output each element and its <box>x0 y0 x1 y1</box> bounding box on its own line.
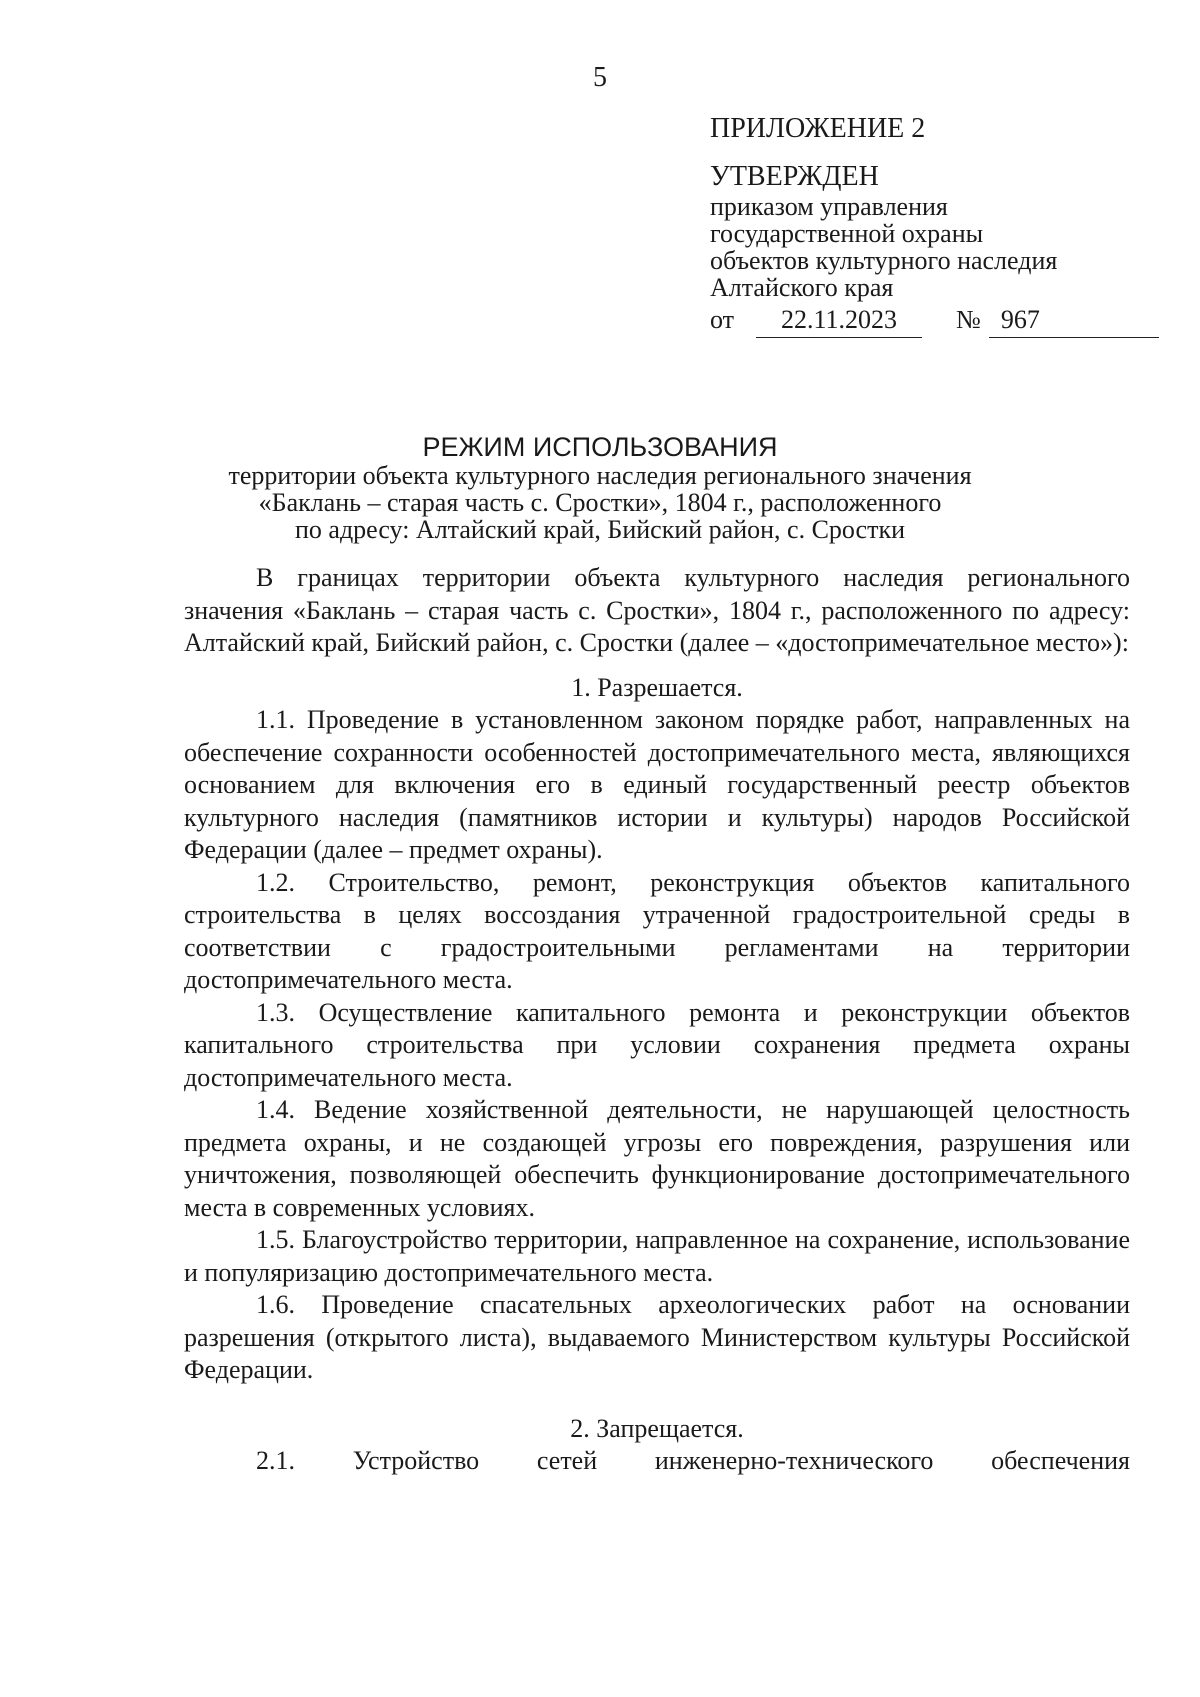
from-label: от <box>710 305 735 335</box>
heading-subtitle-line: «Баклань – старая часть с. Сростки», 1804 г., расположенного <box>258 488 942 517</box>
approval-line: объектов культурного наследия <box>710 246 1058 276</box>
order-number: 967 <box>989 303 1159 338</box>
document-heading <box>180 432 1020 543</box>
order-date: 22.11.2023 <box>756 303 922 338</box>
heading-title: РЕЖИМ ИСПОЛЬЗОВАНИЯ <box>422 432 778 462</box>
list-item: 1.2. Строительство, ремонт, реконструкция объектов капитального строительства в целях воссоздания утраченной градостроительной среды в соответствии с градостроительными регламентами на территории достопримечательного места. <box>184 867 1130 994</box>
appendix-block <box>710 112 1159 338</box>
list-item: 1.5. Благоустройство территории, направленное на сохранение, использование и популяризацию достопримечательного места. <box>184 1225 1130 1287</box>
document-body <box>184 562 1130 1478</box>
list-item: 1.1. Проведение в установленном законом порядке работ, направленных на обеспечение сохранности особенностей достопримечательного места, являющихся основанием для включения его в единый государственный реестр объектов культурного наследия (памятников истории и культуры) народов Российской Федерации (далее – предмет охраны). <box>184 705 1130 864</box>
approved-label: УТВЕРЖДЕН <box>710 160 879 192</box>
list-item: 1.6. Проведение спасательных археологических работ на основании разрешения (открытого листа), выдаваемого Министерством культуры Российской Федерации. <box>184 1290 1130 1384</box>
heading-subtitle-line: по адресу: Алтайский край, Бийский район, с. Сростки <box>294 515 906 544</box>
section-title: 2. Запрещается. <box>570 1413 744 1443</box>
list-item: 1.4. Ведение хозяйственной деятельности, не нарушающей целостность предмета охраны, и не создающей угрозы его повреждения, разрушения или уничтожения, позволяющей обеспечить функционирование достопримечательного места в современных условиях. <box>184 1095 1130 1222</box>
heading-subtitle-line: территории объекта культурного наследия регионального значения <box>228 461 972 490</box>
approval-line: Алтайского края <box>710 273 894 303</box>
list-item: 2.1. Устройство сетей инженерно-технического обеспечения <box>256 1446 1130 1475</box>
order-date-line <box>710 303 1159 338</box>
number-label: № <box>956 305 981 335</box>
page-number: 5 <box>593 62 607 93</box>
list-item: 1.3. Осуществление капитального ремонта и реконструкции объектов капитального строительства при условии сохранения предмета охраны достопримечательного места. <box>184 997 1130 1092</box>
appendix-title: ПРИЛОЖЕНИЕ 2 <box>710 113 926 144</box>
section-title: 1. Разрешается. <box>571 672 743 702</box>
intro-paragraph: В границах территории объекта культурного наследия регионального значения «Баклань – старая часть с. Сростки», 1804 г., расположенного по адресу: Алтайский край, Бийский район, с. Сростки (далее – «достопримечательное место»): <box>184 563 1130 657</box>
approval-line: приказом управления <box>710 192 948 222</box>
approval-line: государственной охраны <box>710 219 984 249</box>
